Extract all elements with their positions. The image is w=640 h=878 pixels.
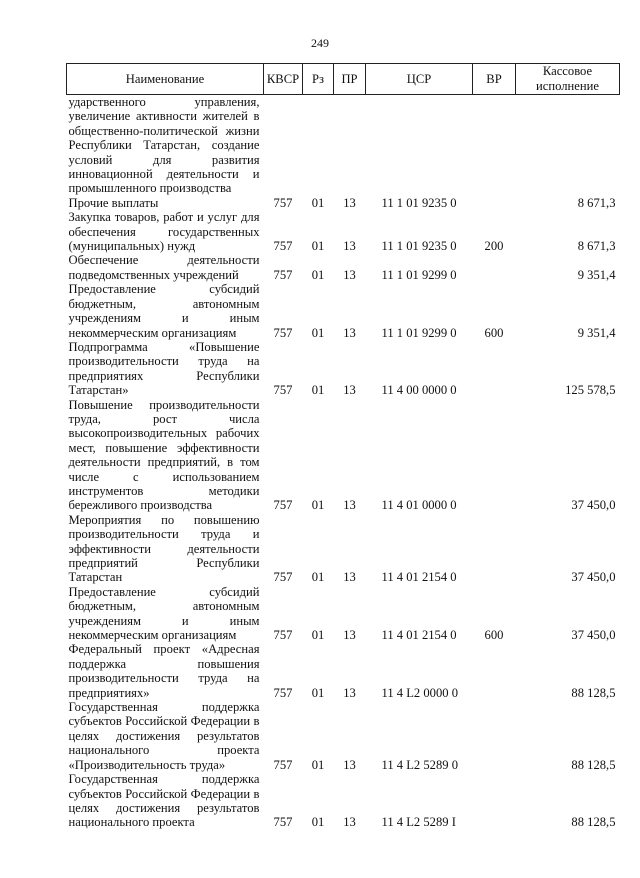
- cell-csr: 11 4 L2 5289 I: [381, 815, 456, 830]
- cell-pr: 13: [343, 383, 356, 398]
- cell-vr: [473, 196, 516, 210]
- cell-vr: 200: [484, 239, 504, 254]
- header-vr: ВР: [473, 64, 516, 95]
- cell-csr: 11 4 L2 0000 0: [381, 685, 458, 700]
- table-row: [67, 700, 620, 772]
- cell-sum: 37 450,0: [571, 628, 616, 643]
- cell-vr: [473, 772, 516, 830]
- cell-pr: 13: [343, 195, 356, 210]
- cell-rz: 01: [311, 267, 325, 282]
- table-row: [67, 585, 620, 643]
- table-row: [67, 772, 620, 830]
- table-row: [67, 253, 620, 282]
- cell-rz: 01: [311, 570, 325, 585]
- cell-name: Подпрограмма «Повышение производительности труда на предприятиях Республики Татарстан»: [68, 339, 260, 398]
- cell-name: Государственная поддержка субъектов Российской Федерации в целях достижения результатов национального проекта «Производительность труда»: [68, 700, 260, 772]
- page-number: 249: [311, 36, 329, 50]
- cell-name: Федеральный проект «Адресная поддержка повышения производительности труда на предприятиях»: [68, 642, 260, 700]
- cell-csr: 11 4 01 2154 0: [381, 570, 457, 585]
- cell-sum: 88 128,5: [571, 685, 616, 700]
- cell-name: ударственного управления, увеличение активности жителей в общественно-политической жизни Республики Татарстан, создание условий для развития инновационной деятельности и промышленного производства: [68, 95, 260, 196]
- cell-sum: [516, 95, 620, 196]
- cell-csr: 11 1 01 9235 0: [381, 239, 457, 254]
- cell-vr: [473, 398, 516, 513]
- cell-sum: 9 351,4: [577, 267, 616, 282]
- cell-vr: [473, 513, 516, 585]
- cell-rz: 01: [311, 195, 325, 210]
- table-header: [67, 64, 620, 95]
- cell-kvsr: 757: [273, 498, 293, 513]
- cell-kvsr: 757: [273, 239, 293, 254]
- cell-vr: 600: [484, 325, 504, 340]
- cell-rz: 01: [311, 325, 325, 340]
- table-row: [67, 642, 620, 700]
- cell-vr: 600: [484, 628, 504, 643]
- cell-name: Прочие выплаты: [68, 195, 159, 210]
- cell-name: Предоставление субсидий бюджетным, автономным учреждениям и иным некоммерческим организациям: [68, 282, 260, 340]
- cell-name: Обеспечение деятельности подведомственных учреждений: [68, 253, 260, 282]
- cell-kvsr: 757: [273, 628, 293, 643]
- cell-kvsr: 757: [273, 195, 293, 210]
- header-csr: ЦСР: [366, 64, 473, 95]
- cell-sum: 8 671,3: [577, 195, 616, 210]
- cell-pr: 13: [343, 570, 356, 585]
- cell-pr: 13: [343, 685, 356, 700]
- cell-pr: 13: [343, 325, 356, 340]
- cell-rz: 01: [311, 628, 325, 643]
- table-row: [67, 398, 620, 513]
- cell-csr: 11 1 01 9235 0: [381, 195, 457, 210]
- cell-rz: [303, 95, 334, 196]
- cell-vr: [473, 253, 516, 282]
- cell-kvsr: 757: [273, 325, 293, 340]
- cell-pr: 13: [343, 815, 356, 830]
- cell-rz: 01: [311, 685, 325, 700]
- header-pr: ПР: [334, 64, 366, 95]
- cell-rz: 01: [311, 757, 325, 772]
- cell-csr: 11 4 L2 5289 0: [381, 757, 458, 772]
- cell-vr: [473, 642, 516, 700]
- cell-rz: 01: [311, 239, 325, 254]
- cell-rz: 01: [311, 815, 325, 830]
- table-row: [67, 95, 620, 196]
- cell-sum: 88 128,5: [571, 757, 616, 772]
- cell-pr: [334, 95, 366, 196]
- cell-pr: 13: [343, 498, 356, 513]
- cell-csr: 11 1 01 9299 0: [381, 267, 457, 282]
- cell-pr: 13: [343, 757, 356, 772]
- cell-kvsr: 757: [273, 383, 293, 398]
- header-sum: [516, 64, 620, 95]
- cell-csr: 11 4 00 0000 0: [381, 383, 457, 398]
- cell-csr: 11 1 01 9299 0: [381, 325, 457, 340]
- table-row: [67, 513, 620, 585]
- header-sum-line2: исполнение: [536, 79, 599, 93]
- table-row: [67, 340, 620, 398]
- cell-rz: 01: [311, 383, 325, 398]
- header-sum-line1: Кассовое: [542, 64, 593, 78]
- cell-pr: 13: [343, 628, 356, 643]
- cell-sum: 37 450,0: [571, 498, 616, 513]
- cell-sum: 88 128,5: [571, 815, 616, 830]
- table-row: [67, 196, 620, 210]
- header-name: Наименование: [67, 64, 264, 95]
- cell-name: Закупка товаров, работ и услуг для обеспечения государственных (муниципальных) нужд: [68, 210, 260, 254]
- cell-name: Предоставление субсидий бюджетным, автономным учреждениям и иным некоммерческим организациям: [68, 584, 260, 643]
- cell-sum: 37 450,0: [571, 570, 616, 585]
- cell-csr: 11 4 01 2154 0: [381, 628, 457, 643]
- budget-table: [66, 63, 620, 830]
- cell-sum: 8 671,3: [577, 239, 616, 254]
- cell-sum: 125 578,5: [565, 383, 616, 398]
- cell-name: Мероприятия по повышению производительности труда и эффективности деятельности предприятий Республики Татарстан: [68, 512, 260, 585]
- cell-pr: 13: [343, 239, 356, 254]
- table-row: [67, 210, 620, 253]
- cell-kvsr: 757: [273, 267, 293, 282]
- cell-csr: 11 4 01 0000 0: [381, 498, 457, 513]
- cell-vr: [473, 700, 516, 772]
- table-body: [67, 95, 620, 830]
- cell-kvsr: 757: [273, 570, 293, 585]
- cell-kvsr: 757: [273, 815, 293, 830]
- table-row: [67, 282, 620, 340]
- cell-vr: [473, 340, 516, 398]
- cell-kvsr: 757: [273, 757, 293, 772]
- header-rz: Рз: [303, 64, 334, 95]
- cell-name: Повышение производительности труда, рост числа высокопроизводительных рабочих мест, повышение эффективности деятельности предприятий, в том числе с использованием инструментов методики бережливого производства: [68, 397, 260, 513]
- cell-kvsr: [264, 95, 303, 196]
- cell-pr: 13: [343, 267, 356, 282]
- cell-sum: 9 351,4: [577, 325, 616, 340]
- cell-kvsr: 757: [273, 685, 293, 700]
- cell-vr: [473, 95, 516, 196]
- cell-rz: 01: [311, 498, 325, 513]
- cell-csr: [366, 95, 473, 196]
- cell-name: Государственная поддержка субъектов Российской Федерации в целях достижения результатов национального проекта: [68, 772, 260, 830]
- header-kvsr: КВСР: [264, 64, 303, 95]
